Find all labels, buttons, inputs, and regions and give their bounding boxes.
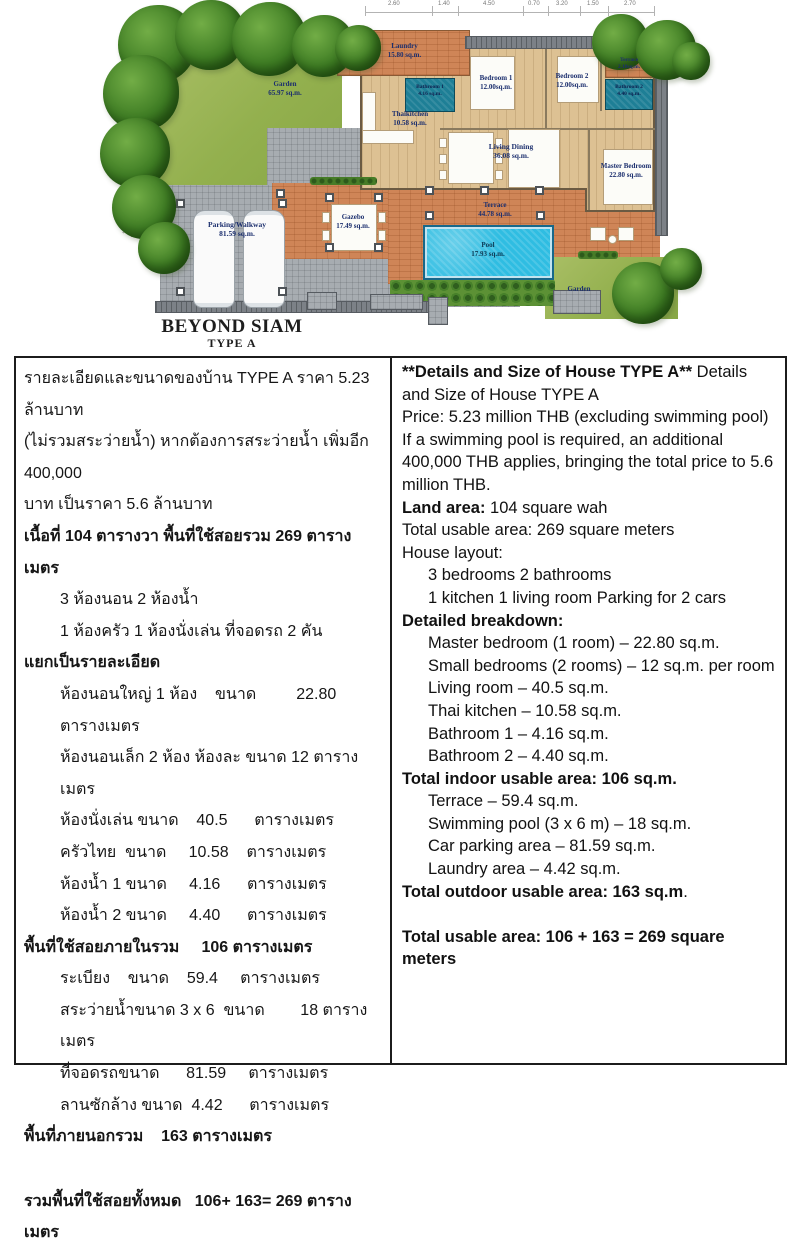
table-line: ห้องนอนใหญ่ 1 ห้อง ขนาด 22.80 ตารางเมตร bbox=[60, 685, 350, 735]
table-line bbox=[402, 723, 779, 746]
room-label-parking bbox=[183, 220, 291, 239]
room-label-pool bbox=[450, 241, 526, 259]
table-line bbox=[402, 858, 779, 881]
room-label-bathroom1 bbox=[404, 84, 456, 97]
table-line: (ไม่รวมสระว่ายน้ำ) หากต้องการสระว่ายน้ำ เพิ่มอีก 400,000 bbox=[24, 433, 374, 482]
post bbox=[536, 211, 545, 220]
dim-tick bbox=[458, 6, 459, 16]
room-label-bedroom2 bbox=[538, 72, 606, 90]
table-line: ห้องนอนเล็ก 2 ห้อง ห้องละ ขนาด 12 ตารางเมตร bbox=[60, 749, 359, 798]
room-name: Terrace bbox=[483, 201, 507, 209]
room-label-terrace bbox=[453, 201, 537, 219]
room-label-laundry bbox=[357, 42, 452, 60]
room-area: 81.59 sq.m. bbox=[219, 229, 255, 239]
step bbox=[370, 294, 423, 310]
dim-label: 2.60 bbox=[388, 1, 400, 7]
post bbox=[374, 243, 383, 252]
post bbox=[176, 287, 185, 296]
tree bbox=[672, 42, 710, 80]
text: 104 square wah bbox=[485, 498, 608, 517]
room-name: Bedroom 2 bbox=[555, 72, 589, 80]
text: Bathroom 2 – 4.40 sq.m. bbox=[428, 747, 609, 766]
table-line bbox=[402, 519, 779, 542]
room-area: 4.16 sq.m. bbox=[418, 90, 442, 97]
table-line bbox=[402, 790, 779, 813]
outdoor-chair bbox=[590, 227, 606, 241]
table-line: 1 ห้องครัว 1 ห้องนั่งเล่น ที่จอดรถ 2 คัน bbox=[60, 622, 323, 640]
dim-label: 1.40 bbox=[438, 1, 450, 7]
table-line: ที่จอดรถขนาด 81.59 ตารางเมตร bbox=[60, 1065, 329, 1083]
table-line bbox=[402, 497, 779, 520]
text: Swimming pool (3 x 6 m) – 18 sq.m. bbox=[428, 814, 692, 833]
room-name: Gazebo bbox=[341, 213, 365, 221]
text: Small bedrooms (2 rooms) – 12 sq.m. per room bbox=[428, 656, 775, 675]
chair bbox=[439, 138, 447, 148]
table-line: แยกเป็นรายละเอียด bbox=[24, 654, 161, 672]
dim-label: 4.50 bbox=[483, 1, 495, 7]
room-area: 4.40 sq.m. bbox=[617, 90, 641, 97]
room-name: Thaikitchen bbox=[391, 110, 429, 118]
bold-text: Total outdoor usable area: 163 sq.m bbox=[402, 882, 684, 901]
text: Price: 5.23 million THB (excluding swimming pool) bbox=[402, 408, 769, 427]
room-name: Laundry bbox=[391, 42, 418, 50]
table-line bbox=[402, 610, 779, 633]
text: Master bedroom (1 room) – 22.80 sq.m. bbox=[428, 634, 720, 653]
table-line bbox=[402, 542, 779, 565]
outdoor-table bbox=[608, 235, 617, 244]
text: Laundry area – 4.42 sq.m. bbox=[428, 860, 621, 879]
table-line: ลานซักล้าง ขนาด 4.42 ตารางเมตร bbox=[60, 1096, 330, 1114]
table-line bbox=[402, 587, 779, 610]
room-name: Parking/Walkway bbox=[208, 220, 266, 229]
dim-label: 2.70 bbox=[624, 1, 636, 7]
hedge bbox=[310, 177, 377, 185]
dim-label: 1.50 bbox=[587, 1, 599, 7]
table-line: สระว่ายน้ำขนาด 3 x 6 ขนาด 18 ตารางเมตร bbox=[60, 1001, 368, 1051]
table-line bbox=[402, 632, 779, 655]
room-area: 12.00sq.m. bbox=[480, 82, 512, 91]
dim-tick bbox=[654, 6, 655, 16]
table-line: รวมพื้นที่ใช้สอยทั้งหมด 106+ 163= 269 ตารางเมตร bbox=[24, 1192, 352, 1242]
table-line bbox=[402, 926, 779, 971]
kitchen-counter bbox=[362, 130, 414, 144]
bold-text: Total usable area: 106 + 163 = 269 square meters bbox=[402, 927, 730, 969]
table-line bbox=[402, 813, 779, 836]
step bbox=[307, 292, 337, 310]
dimension-line-top bbox=[365, 12, 655, 13]
text: House layout: bbox=[402, 543, 503, 562]
bold-text: **Details and Size of House TYPE A** bbox=[402, 363, 693, 381]
floor-plan bbox=[0, 0, 801, 352]
room-label-garden-bottom bbox=[548, 285, 610, 294]
room-area: 17.49 sq.m. bbox=[336, 221, 370, 230]
room-area: 65.97 sq.m. bbox=[268, 88, 302, 97]
text: 1 kitchen 1 living room Parking for 2 cars bbox=[428, 588, 727, 607]
room-label-bathroom2 bbox=[604, 84, 654, 97]
chair bbox=[439, 170, 447, 180]
text: 3 bedrooms 2 bathrooms bbox=[428, 566, 612, 585]
text: Car parking area – 81.59 sq.m. bbox=[428, 837, 656, 856]
room-name: Terrace bbox=[619, 57, 639, 63]
post bbox=[374, 193, 383, 202]
bold-text: Detailed breakdown: bbox=[402, 611, 564, 630]
post bbox=[325, 243, 334, 252]
bold-text: Total indoor usable area: 106 sq.m. bbox=[402, 769, 677, 788]
table-line: พื้นที่ใช้สอยภายในรวม 106 ตารางเมตร bbox=[24, 938, 313, 956]
table-line: บาท เป็นราคา 5.6 ล้านบาท bbox=[24, 496, 213, 514]
room-name: Bathroom 2 bbox=[615, 84, 643, 90]
details-table bbox=[14, 356, 787, 1242]
table-line bbox=[402, 745, 779, 768]
room-name: Garden bbox=[567, 285, 591, 293]
room-label-thaikitchen bbox=[372, 110, 448, 128]
chair bbox=[495, 170, 503, 180]
text: If a swimming pool is required, an additional 400,000 THB applies, bringing the total price to 5.6 million THB. bbox=[402, 430, 778, 494]
chair bbox=[378, 230, 386, 241]
plan-title: BEYOND SIAM bbox=[161, 316, 303, 337]
room-area: 36.08 sq.m. bbox=[493, 151, 529, 161]
dim-label: 0.70 bbox=[528, 1, 540, 7]
dim-label: 3.20 bbox=[556, 1, 568, 7]
room-label-small-terrace bbox=[604, 57, 654, 70]
room-label-bedroom1 bbox=[460, 74, 532, 92]
text: Living room – 40.5 sq.m. bbox=[428, 679, 609, 698]
dim-tick bbox=[432, 6, 433, 16]
room-label-gazebo bbox=[312, 213, 394, 231]
tree bbox=[660, 248, 702, 290]
english-details-column bbox=[392, 358, 785, 1063]
hedge bbox=[578, 251, 618, 259]
thai-details-column bbox=[16, 358, 392, 1242]
room-area: 22.80 sq.m. bbox=[609, 170, 643, 179]
table-line bbox=[402, 881, 779, 904]
text: Thai kitchen – 10.58 sq.m. bbox=[428, 701, 622, 720]
table-line: ห้องน้ำ 2 ขนาด 4.40 ตารางเมตร bbox=[60, 907, 327, 925]
dim-tick bbox=[523, 6, 524, 16]
room-name: Pool bbox=[481, 241, 495, 249]
plan-subtitle: TYPE A bbox=[207, 336, 257, 350]
text: Terrace – 59.4 sq.m. bbox=[428, 792, 579, 811]
dim-tick bbox=[365, 6, 366, 16]
dim-tick bbox=[580, 6, 581, 16]
room-name: Bedroom 1 bbox=[479, 74, 513, 82]
text: Details and Size of House TYPE A bbox=[402, 363, 752, 404]
post bbox=[535, 186, 544, 195]
post bbox=[278, 287, 287, 296]
table-line bbox=[402, 655, 779, 678]
room-label-living-dining bbox=[472, 142, 550, 161]
post bbox=[325, 193, 334, 202]
table-line: รายละเอียดและขนาดของบ้าน TYPE A ราคา 5.23 ล้านบาท bbox=[24, 370, 374, 419]
post bbox=[425, 211, 434, 220]
room-label-garden bbox=[237, 80, 333, 98]
table-line: 3 ห้องนอน 2 ห้องน้ำ bbox=[60, 591, 199, 609]
step bbox=[428, 297, 448, 325]
room-area: 44.78 sq.m. bbox=[478, 209, 512, 218]
room-name: Bathroom 1 bbox=[416, 84, 444, 90]
table-line bbox=[402, 429, 779, 497]
room-name: Master Bedroom bbox=[600, 162, 652, 170]
post bbox=[425, 186, 434, 195]
chair bbox=[322, 230, 330, 241]
chair bbox=[439, 154, 447, 164]
table-line: ห้องนั่งเล่น ขนาด 40.5 ตารางเมตร bbox=[60, 812, 334, 830]
outdoor-chair bbox=[618, 227, 634, 241]
room-name: Garden bbox=[273, 80, 297, 88]
room-name: Living Dining bbox=[488, 142, 534, 151]
text: Bathroom 1 – 4.16 sq.m. bbox=[428, 724, 609, 743]
table-line-spacer bbox=[402, 903, 779, 926]
room-area: 17.93 sq.m. bbox=[471, 249, 505, 258]
room-label-master-bedroom bbox=[588, 162, 664, 180]
room-area: 2.18sq.m. bbox=[617, 63, 641, 70]
room-area: 10.58 sq.m. bbox=[393, 118, 427, 127]
dim-tick bbox=[548, 6, 549, 16]
room-area: 15.80 sq.m. bbox=[387, 50, 422, 59]
bold-text: Land area: bbox=[402, 498, 486, 517]
table-line bbox=[402, 361, 779, 406]
post bbox=[276, 189, 285, 198]
table-line: เนื้อที่ 104 ตารางวา พื้นที่ใช้สอยรวม 269 ตารางเมตร bbox=[24, 527, 352, 577]
dim-tick bbox=[608, 6, 609, 16]
room-area: 12.00sq.m. bbox=[556, 80, 588, 89]
text: Total usable area: 269 square meters bbox=[402, 521, 675, 540]
table-line bbox=[402, 677, 779, 700]
table-line bbox=[402, 406, 779, 429]
table-line: พื้นที่ภายนอกรวม 163 ตารางเมตร bbox=[24, 1128, 272, 1146]
post bbox=[480, 186, 489, 195]
table-line bbox=[402, 700, 779, 723]
table-line bbox=[402, 768, 779, 791]
text: . bbox=[683, 882, 688, 901]
table-line bbox=[402, 564, 779, 587]
table-line: ห้องน้ำ 1 ขนาด 4.16 ตารางเมตร bbox=[60, 875, 327, 893]
post bbox=[278, 199, 287, 208]
table-line bbox=[402, 835, 779, 858]
post bbox=[176, 199, 185, 208]
table-line: ระเบียง ขนาด 59.4 ตารางเมตร bbox=[60, 970, 320, 988]
table-line: ครัวไทย ขนาด 10.58 ตารางเมตร bbox=[60, 843, 327, 861]
